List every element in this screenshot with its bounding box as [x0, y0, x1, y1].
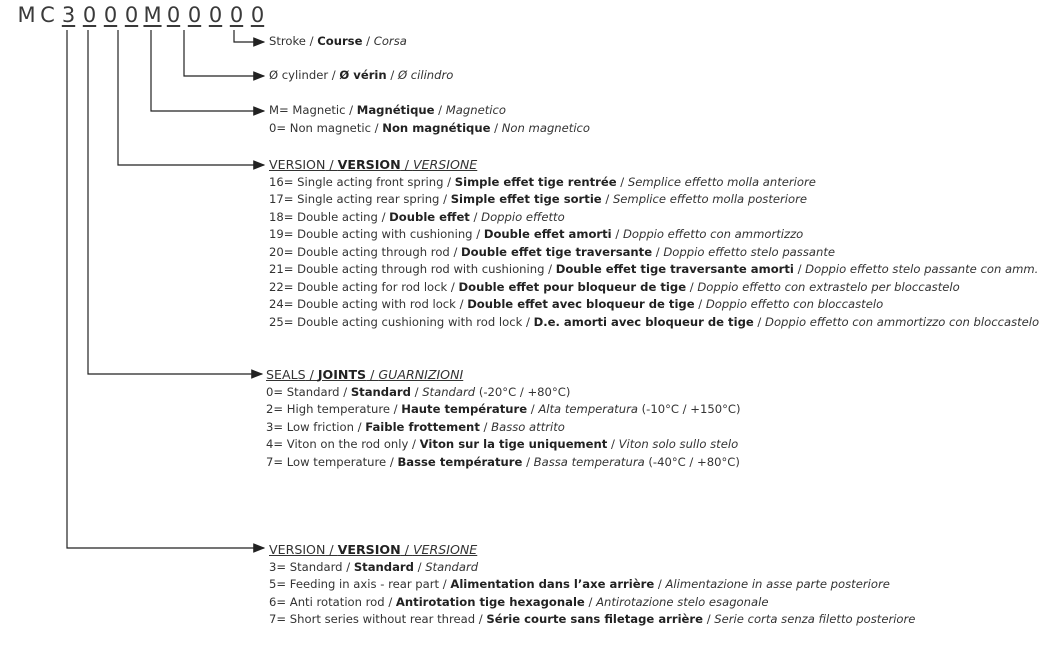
list-item: 21= Double acting through rod with cushioning / Double effet tige traversante amorti / Doppio effetto stelo passante con amm.: [269, 262, 1039, 276]
code-char: M: [143, 3, 162, 27]
list-item: 0= Non magnetic / Non magnétique / Non magnetico: [269, 120, 591, 135]
list-item: 2= High temperature / Haute température / Alta temperatura (-10°C / +150°C): [266, 402, 741, 416]
list-item: 24= Double acting with rod lock / Double effet avec bloqueur de tige / Doppio effetto con bloccastelo: [269, 297, 884, 311]
code-char: 0: [250, 3, 265, 27]
list-item: 19= Double acting with cushioning / Double effet amorti / Doppio effetto con ammortizzo: [269, 227, 804, 241]
list-item: 7= Low temperature / Basse température / Bassa temperatura (-40°C / +80°C): [266, 454, 740, 469]
list-item: 20= Double acting through rod / Double effet tige traversante / Doppio effetto stelo passante: [269, 244, 835, 259]
seals-section: [266, 366, 741, 471]
list-item: 3= Low friction / Faible frottement / Basso attrito: [266, 419, 565, 434]
version-section: [269, 156, 1039, 331]
section-heading: VERSION / VERSION / VERSIONE: [269, 542, 478, 557]
stroke-connector: [234, 30, 264, 42]
code-char: C: [40, 3, 55, 27]
code-char: 0: [166, 3, 181, 27]
list-item: 16= Single acting front spring / Simple effet tige rentrée / Semplice effetto molla anteriore: [269, 174, 816, 189]
code-char: M: [17, 3, 36, 27]
version2-section: [269, 541, 915, 629]
list-item: 18= Double acting / Double effet / Doppio effetto: [269, 209, 565, 224]
code-char: 0: [208, 3, 223, 27]
magnetic-options: [269, 102, 590, 137]
code-char: 0: [103, 3, 118, 27]
list-item: M= Magnetic / Magnétique / Magnetico: [269, 103, 506, 117]
list-item: 6= Anti rotation rod / Antirotation tige hexagonale / Antirotazione stelo esagonale: [269, 594, 769, 609]
code-char: 0: [82, 3, 97, 27]
list-item: 3= Standard / Standard / Standard: [269, 559, 479, 574]
list-item: 17= Single acting rear spring / Simple effet tige sortie / Semplice effetto molla posteriore: [269, 192, 807, 206]
list-item: 0= Standard / Standard / Standard (-20°C / +80°C): [266, 384, 571, 399]
order-code: [16, 3, 268, 27]
version-connector: [118, 30, 264, 165]
list-item: 4= Viton on the rod only / Viton sur la tige uniquement / Viton solo sullo stelo: [266, 437, 739, 451]
section-heading: SEALS / JOINTS / GUARNIZIONI: [266, 367, 464, 382]
cylinder-connector: [184, 30, 264, 76]
list-item: 22= Double acting for rod lock / Double effet pour bloqueur de tige / Doppio effetto con extrastelo per bloccastelo: [269, 279, 960, 294]
list-item: 25= Double acting cushioning with rod lock / D.e. amorti avec bloqueur de tige / Doppio effetto con ammortizzo con bloccastelo: [269, 314, 1039, 329]
section-heading: VERSION / VERSION / VERSIONE: [269, 157, 478, 172]
code-char: 0: [124, 3, 139, 27]
stroke-label: Stroke / Course / Corsa: [269, 34, 407, 48]
code-char: 0: [187, 3, 202, 27]
list-item: 7= Short series without rear thread / Série courte sans filetage arrière / Serie corta senza filetto posteriore: [269, 612, 916, 626]
code-char: 3: [61, 3, 76, 27]
list-item: 5= Feeding in axis - rear part / Alimentation dans l’axe arrière / Alimentazione in asse parte posteriore: [269, 577, 890, 591]
code-char: 0: [229, 3, 244, 27]
cylinder-label: Ø cylinder / Ø vérin / Ø cilindro: [269, 68, 454, 82]
seals-connector: [88, 30, 262, 374]
version2-connector: [67, 30, 264, 548]
